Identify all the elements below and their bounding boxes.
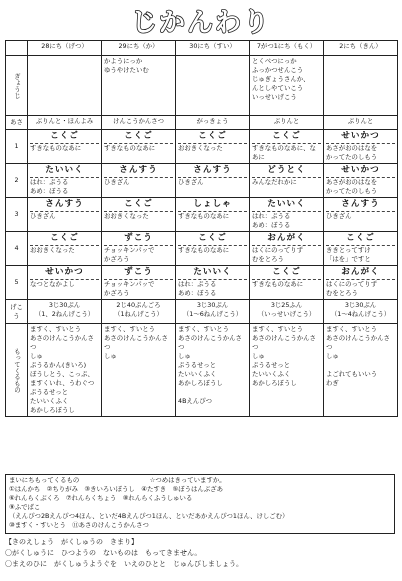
lesson-cell (28, 232, 102, 266)
subject-name: さんすう (193, 165, 232, 175)
lesson-content: ききとってすけ 「はを」ですと (326, 245, 395, 264)
box-line: ①はんかち ②ちりがみ ③きいろいぼうし ④たすき ⑤ぼうはんぶざあ (9, 485, 223, 493)
timetable (5, 40, 398, 417)
dismissal-cell: 2じ40ぷんごろ （1ねんげこう） (102, 300, 176, 324)
box-line: ⑩ますく・すいとう ⑪あさのけんこうかんさつ (9, 521, 149, 529)
lesson-content: すきなものなあに、なあに (252, 143, 321, 162)
lesson-cell (250, 198, 324, 232)
subject-name: たいいく (267, 199, 306, 209)
row-label-dismissal: げこう (6, 300, 28, 324)
row-label-event: ぎょうじ (6, 56, 28, 116)
period-number: 3 (6, 198, 28, 232)
subject-name: こくご (198, 233, 227, 243)
box-line: まいにちもってくるもの ☆つめはきっていますか。 (9, 476, 226, 484)
daily-items-box (5, 474, 395, 534)
day-header: 30にち（すい） (176, 41, 250, 56)
dismissal-cell: 3じ30ぷん （1、2ねんげこう） (28, 300, 102, 324)
subject-name: こくご (50, 131, 79, 141)
subject-name: せいかつ (341, 165, 380, 175)
lesson-cell (250, 266, 324, 300)
lesson-cell (176, 198, 250, 232)
subject-name: さんすう (45, 199, 84, 209)
period-row (6, 266, 398, 300)
lesson-cell (250, 232, 324, 266)
lesson-content: はれ：ぷうる あめ：ぼうる (30, 177, 99, 196)
lesson-content: あさがおのはなを かってたのしもう (326, 177, 395, 196)
period-number: 5 (6, 266, 28, 300)
subject-name: しょしゃ (193, 199, 232, 209)
lesson-cell (28, 130, 102, 164)
lesson-content: おおきくなった (104, 211, 173, 221)
subject-name: ずこう (124, 233, 153, 243)
event-cell: とくべつにっか ふっかつせんこう じゅぎょうさんか、 んとしやていこう いっせいげこう (250, 56, 324, 116)
morning-cell: ぶりんと・ほんよみ (28, 116, 102, 130)
lesson-cell (102, 266, 176, 300)
morning-row (6, 116, 398, 130)
lesson-content: ひきざん (326, 211, 395, 221)
event-cell (28, 56, 102, 116)
day-header: 2にち（きん） (324, 41, 398, 56)
lesson-cell (102, 164, 176, 198)
lesson-cell (28, 198, 102, 232)
subject-name: こくご (272, 131, 301, 141)
lesson-content: ひきざん (104, 177, 173, 187)
dismissal-row (6, 300, 398, 324)
lesson-cell (250, 130, 324, 164)
lesson-content: はれ：ぷうる あめ：ぼうる (252, 211, 321, 230)
lesson-content: はくにのってりず むをとろう (252, 245, 321, 264)
subject-name: どうとく (267, 165, 306, 175)
subject-name: こくご (124, 199, 153, 209)
subject-name: こくご (272, 267, 301, 277)
items-row (6, 324, 398, 417)
lesson-cell (176, 232, 250, 266)
lesson-content: チョッキンパッで かざろう (104, 279, 173, 298)
lesson-content: すきなものなあに (104, 143, 173, 153)
period-number: 4 (6, 232, 28, 266)
subject-name: こくご (346, 233, 375, 243)
subject-name: こくご (50, 233, 79, 243)
event-cell: かようにっか ゆうやけたいむ (102, 56, 176, 116)
subject-name: ずこう (124, 267, 153, 277)
subject-name: たいいく (193, 267, 232, 277)
lesson-cell (176, 130, 250, 164)
lesson-content: はくにのってりず むをとろう (326, 279, 395, 298)
lesson-cell (28, 164, 102, 198)
lesson-content: すきなものなあに (178, 245, 247, 255)
subject-name: おんがく (341, 267, 380, 277)
period-row (6, 130, 398, 164)
items-cell: ますく、すいとう あさのけんこうかんさつ しゅ (102, 324, 176, 417)
lesson-content: ひきざん (30, 211, 99, 221)
event-cell (176, 56, 250, 116)
period-row (6, 198, 398, 232)
lesson-content: あさがおのはなを かってたのしもう (326, 143, 395, 162)
subject-name: こくご (198, 131, 227, 141)
box-line: ⑨ふでばこ (9, 503, 41, 511)
day-header: 7がつ1にち（もく） (250, 41, 324, 56)
lesson-content: ひきざん (178, 177, 247, 187)
header-row (6, 41, 398, 56)
period-row (6, 164, 398, 198)
lesson-cell (250, 164, 324, 198)
lesson-content: みんなだれかに (252, 177, 321, 187)
items-cell: ますく、すいとう あさのけんこうかんさつ しゅ よごれてもいいう わぎ (324, 324, 398, 417)
subject-name: さんすう (119, 165, 158, 175)
period-number: 1 (6, 130, 28, 164)
lesson-content: すきなものなあに (252, 279, 321, 289)
lesson-cell (102, 232, 176, 266)
lesson-cell (176, 266, 250, 300)
morning-cell: がっきょう (176, 116, 250, 130)
day-header: 28にち（げつ） (28, 41, 102, 56)
period-number: 2 (6, 164, 28, 198)
box-line: （えんぴつ2Bえんぴつ4ほん、といだ4Bえんぴつ1ほん、といだあかえんぴつ1ほん、けしごむ） (9, 512, 289, 520)
subject-name: せいかつ (45, 267, 84, 277)
items-cell: ますく、すいとう あさのけんこうかんさつ しゅ ぷうるせっと たいいくふく あかしろぼうし 4Bえんぴつ (176, 324, 250, 417)
subject-name: たいいく (45, 165, 84, 175)
header-corner (6, 41, 28, 56)
lesson-content: おおきくなった (178, 143, 247, 153)
lesson-cell (324, 232, 398, 266)
lesson-content: すきなものなあに (30, 143, 99, 153)
box-line: ⑥れんらくぶくろ ⑦れんらくちょう ⑧れんらくふうしゅいる (9, 494, 193, 502)
lesson-cell (176, 164, 250, 198)
lesson-content: すきなものなあに (178, 211, 247, 221)
lesson-cell (324, 130, 398, 164)
rules-notes (5, 537, 397, 570)
lesson-content: はれ：ぷうる あめ：ぼうる (178, 279, 247, 298)
subject-name: せいかつ (341, 131, 380, 141)
page-title: じかんわり (130, 8, 271, 38)
row-label-items: もってくるもの (6, 324, 28, 417)
event-row (6, 56, 398, 116)
lesson-cell (102, 130, 176, 164)
period-row (6, 232, 398, 266)
lesson-cell (324, 266, 398, 300)
event-cell (324, 56, 398, 116)
lesson-cell (324, 164, 398, 198)
rules-line: 〇まえのひに がくしゅうようぐを いえのひとと じゅんびしましょう。 (5, 560, 243, 568)
lesson-content: おおきくなった (30, 245, 99, 255)
morning-cell: ぶりんと (250, 116, 324, 130)
subject-name: こくご (124, 131, 153, 141)
rules-line: 〇がくしゅうに ひつようの ないものは もってきません。 (5, 549, 202, 557)
morning-cell: けんこうかんさつ (102, 116, 176, 130)
lesson-content: チョッキンパッで かざろう (104, 245, 173, 264)
rules-heading: 【きのえしょう がくしゅうの きまり】 (5, 538, 138, 546)
day-header: 29にち（か） (102, 41, 176, 56)
items-cell: ますく、すいとう あさのけんこうかんさつ しゅ ぷうるせっと たいいくふく あかしろぼうし (250, 324, 324, 417)
subject-name: さんすう (341, 199, 380, 209)
row-label-morning: あさ (6, 116, 28, 130)
dismissal-cell: 3じ30ぷん （1～4ねんげこう） (324, 300, 398, 324)
lesson-cell (324, 198, 398, 232)
morning-cell: ぶりんと (324, 116, 398, 130)
dismissal-cell: 3じ25ふん （いっせいげこう） (250, 300, 324, 324)
items-cell: ますく、すいとう あさのけんこうかんさつ しゅ ぷうるかん(きいろ) ぼうしとう、こっぷ、 ますくいれ、うわぐつ ぷうるせっと たいいくふく あかしろぼうし (28, 324, 102, 417)
lesson-cell (102, 198, 176, 232)
lesson-content: なつとなかよし (30, 279, 99, 289)
lesson-cell (28, 266, 102, 300)
dismissal-cell: 3じ30ぷん （1～6ねんげこう） (176, 300, 250, 324)
subject-name: おんがく (267, 233, 306, 243)
